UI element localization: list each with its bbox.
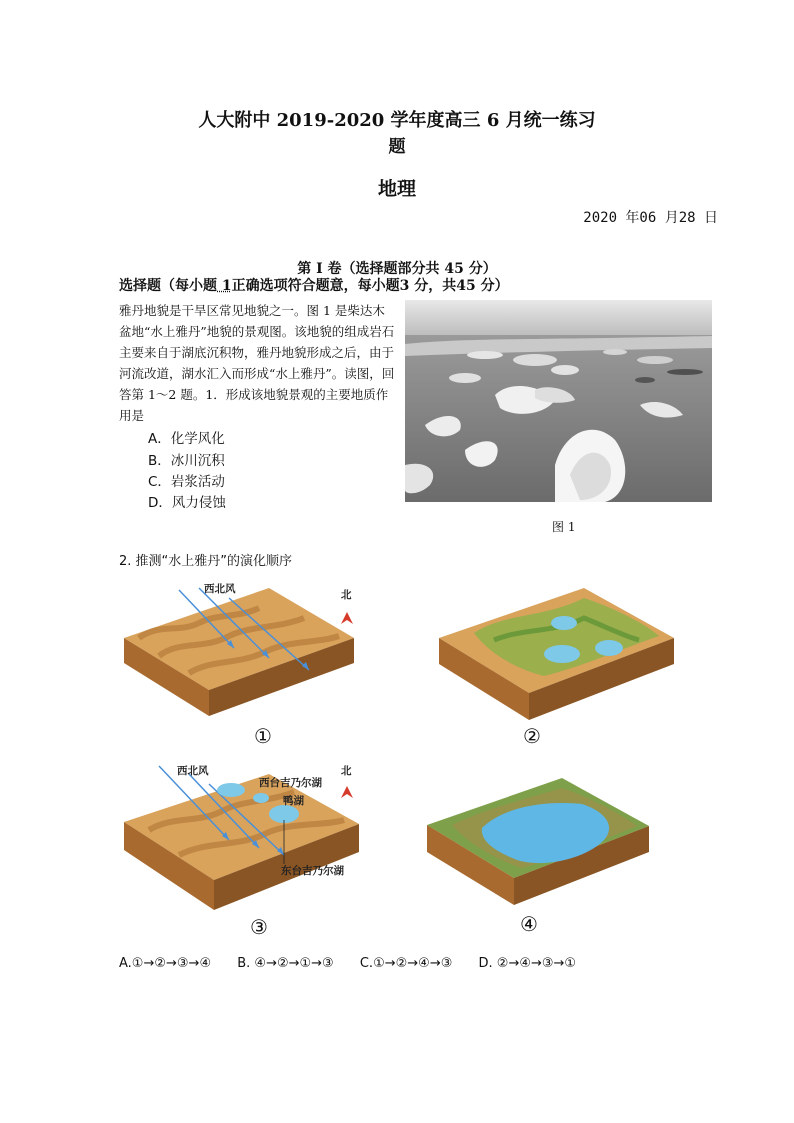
lake-duck-label: 鸭湖 — [283, 795, 304, 807]
diagram-3-number: ③ — [250, 915, 268, 939]
diagram-2-number: ② — [523, 724, 541, 748]
figure1-caption: 图 1 — [552, 520, 576, 534]
wind-label: 西北风 — [204, 583, 236, 595]
section-instruction — [119, 275, 509, 295]
diagram-4-lake-block — [422, 770, 654, 910]
subject-title: 地理 — [377, 178, 416, 200]
diagram-4-number: ④ — [520, 912, 538, 936]
q1-option-a: A．化学风化 — [148, 431, 225, 447]
wind-label: 西北风 — [177, 765, 209, 777]
question2-stem: 2. 推测“水上雅丹”的演化顺序 — [119, 554, 293, 569]
exam-title-continued: 题 — [388, 137, 406, 157]
q1-option-d: D．风力侵蚀 — [148, 495, 226, 511]
north-arrow-icon — [341, 612, 353, 624]
q1-option-c: C．岩浆活动 — [148, 474, 225, 490]
diagram-1-yardang-block — [119, 578, 359, 718]
north-arrow-icon — [341, 786, 353, 798]
q2-option-c: C.①→②→④→③ — [359, 956, 453, 971]
lake-east-label: 东台吉乃尔湖 — [281, 865, 344, 877]
q1-option-b: B．冰川沉积 — [148, 453, 225, 469]
instruction-part2: 正确选项符合题意，每小题3 分，共45 分） — [231, 278, 509, 294]
lake-west-label: 西台吉乃尔湖 — [259, 777, 322, 789]
q2-option-b: B. ④→②→①→③ — [237, 956, 334, 971]
q2-option-d: D. ②→④→③→① — [478, 956, 577, 971]
instruction-part1: 选择题（每小题 — [119, 278, 217, 294]
diagram-2-yardang-block — [434, 578, 679, 723]
section-heading: 第 I 卷（选择题部分共 45 分） — [297, 261, 497, 277]
question1-passage: 雅丹地貌是干旱区常见地貌之一。图 1 是柴达木盆地“水上雅丹”地貌的景观图。该地貌的组成岩石主要来自于湖底沉积物，雅丹地貌形成之后，由于河流改道，湖水汇入而形成“水上雅丹”。读图，回答第 1～2 题。1．形成该地貌景观的主要地质作用是 — [119, 303, 395, 423]
diagram-3-yardang-block — [119, 760, 369, 920]
exam-title: 人大附中 2019-2020 学年度高三 6 月统一练习 — [198, 110, 596, 131]
yardang-photo — [405, 300, 712, 502]
diagram-1-number: ① — [254, 724, 272, 748]
north-label: 北 — [341, 765, 352, 777]
q2-option-a: A.①→②→③→④ — [119, 956, 212, 971]
instruction-emphasis: 1 — [217, 278, 232, 294]
north-label: 北 — [341, 589, 352, 601]
exam-date: 2020 年06 月28 日 — [583, 210, 718, 226]
question2-options — [119, 956, 598, 971]
